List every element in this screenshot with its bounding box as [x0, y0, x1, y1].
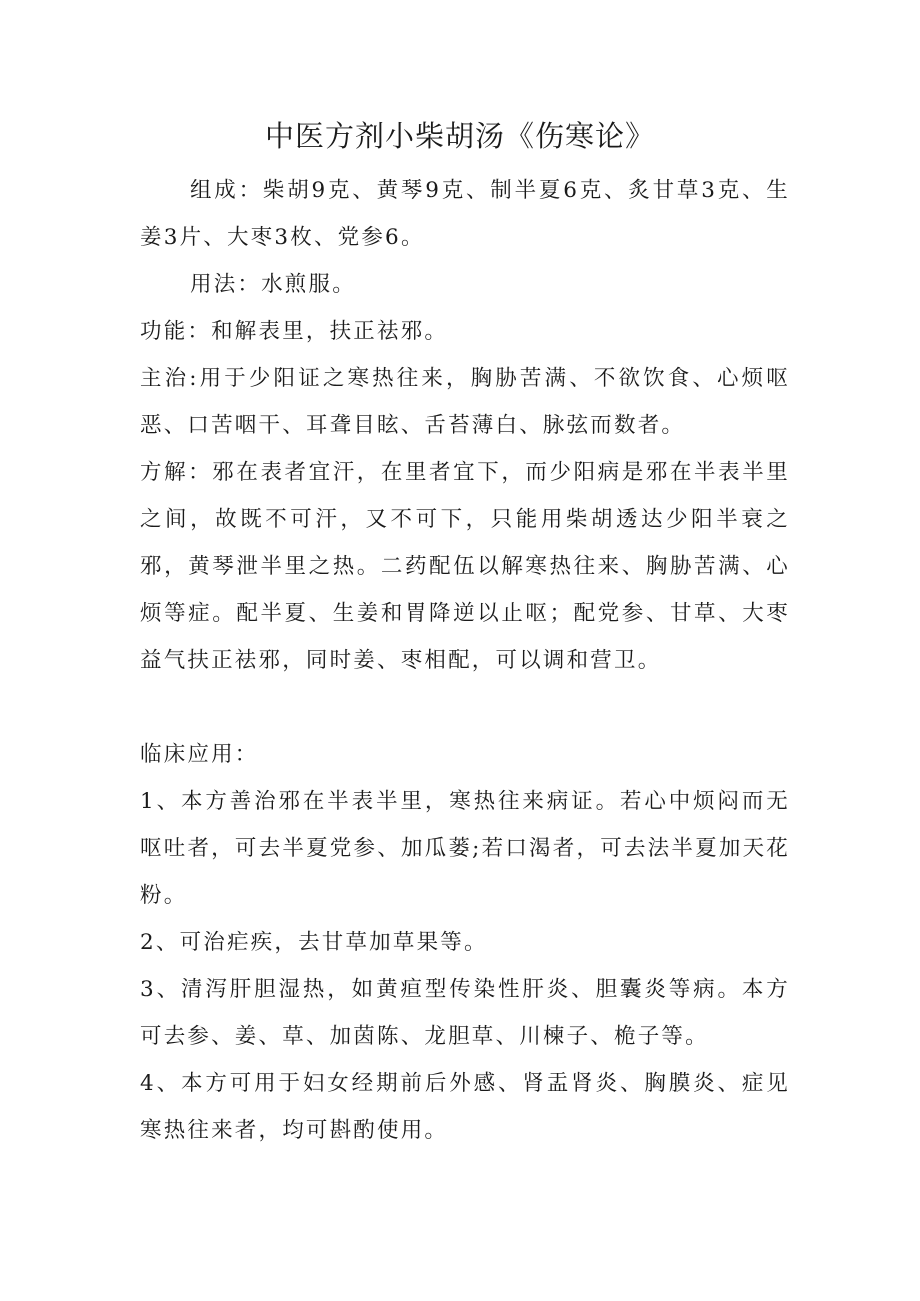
function-paragraph: 功能：和解表里，扶正祛邪。 [140, 319, 449, 344]
clinical-heading: 临床应用： [140, 742, 259, 767]
document-body [140, 167, 790, 1154]
clinical-item: 4、本方可用于妇女经期前后外感、肾盂肾炎、胸膜炎、症见寒热往来者，均可斟酌使用。 [140, 1071, 790, 1143]
document-title: 中医方剂小柴胡汤《伤寒论》 [264, 119, 655, 153]
explanation-paragraph: 方解：邪在表者宜汗，在里者宜下，而少阳病是邪在半表半里之间，故既不可汗，又不可下，只能用柴胡透达少阳半衰之邪，黄琴泄半里之热。二药配伍以解寒热往来、胸胁苦满、心烦等症。配半夏、生姜和胃降逆以止呕；配党参、甘草、大枣益气扶正祛邪，同时姜、枣相配，可以调和营卫。 [140, 460, 790, 673]
indications-paragraph: 主治:用于少阳证之寒热往来，胸胁苦满、不欲饮食、心烦呕恶、口苦咽干、耳聋目眩、舌苔薄白、脉弦而数者。 [140, 366, 790, 438]
clinical-item: 3、清泻肝胆湿热，如黄疸型传染性肝炎、胆囊炎等病。本方可去参、姜、草、加茵陈、龙胆草、川楝子、桅子等。 [140, 977, 790, 1049]
usage-paragraph: 用法：水煎服。 [190, 272, 356, 297]
clinical-item: 1、本方善治邪在半表半里，寒热往来病证。若心中烦闷而无呕吐者，可去半夏党参、加瓜蒌;若口渴者，可去法半夏加天花粉。 [140, 789, 790, 908]
clinical-item: 2、可治疟疾，去甘草加草果等。 [140, 930, 488, 955]
section-spacer [140, 684, 790, 731]
composition-paragraph: 组成：柴胡9克、黄琴9克、制半夏6克、炙甘草3克、生姜3片、大枣3枚、党参6。 [140, 178, 790, 250]
